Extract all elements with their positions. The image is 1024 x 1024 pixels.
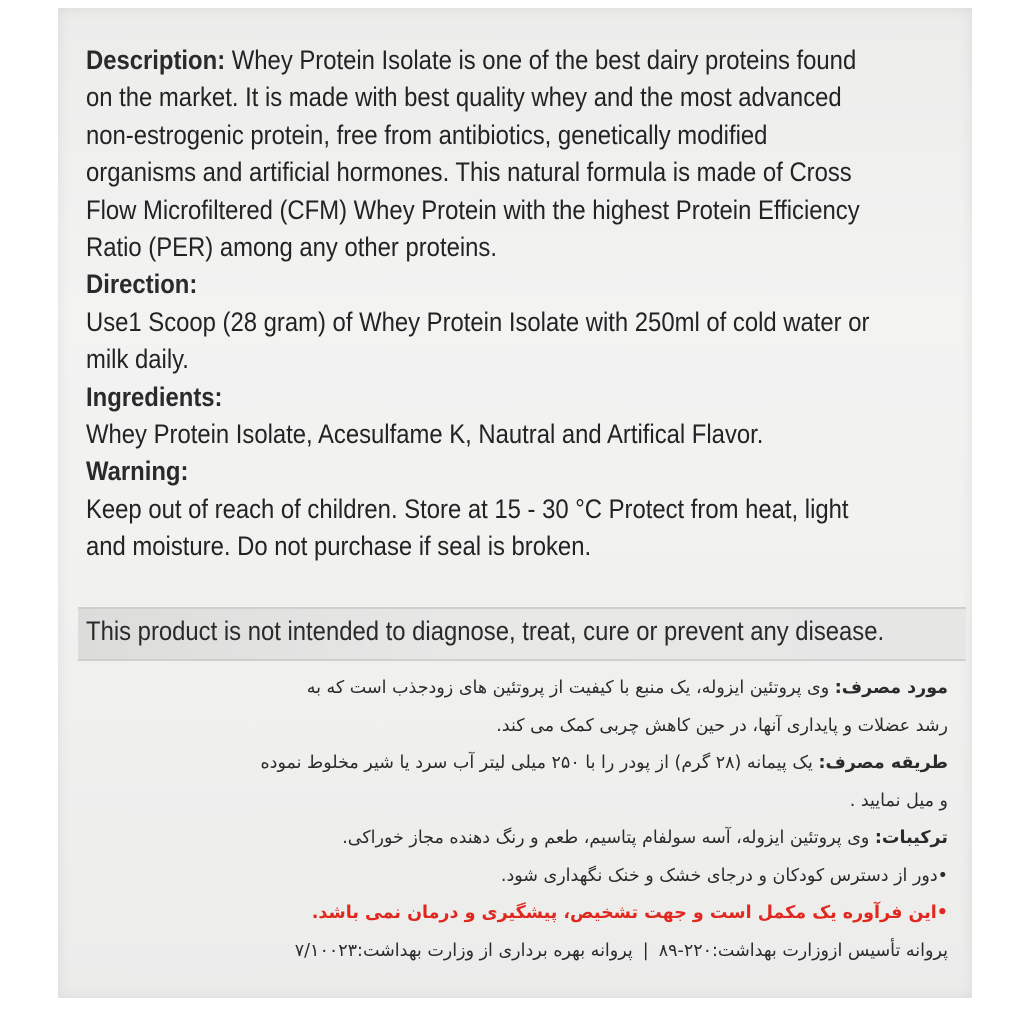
ingredients-heading-line: [86, 379, 878, 416]
persian-ingredients-heading: ترکیبات:: [874, 828, 948, 848]
persian-method-line-1: [48, 745, 948, 783]
persian-usage-line-2: رشد عضلات و پایداری آنها، در حین کاهش چربی کمک می کند.: [496, 715, 948, 736]
persian-license-line: [48, 933, 948, 971]
disclaimer-text: This product is not intended to diagnose, treat, cure or prevent any disease.: [86, 616, 885, 646]
ingredients-text: Whey Protein Isolate, Acesulfame K, Nautral and Artifical Flavor.: [86, 419, 764, 450]
persian-method-line-2: و میل نمایید .: [849, 790, 948, 811]
license-separator: |: [642, 940, 649, 961]
persian-method-text: یک پیمانه (۲۸ گرم) از پودر را با ۲۵۰ میلی لیتر آب سرد یا شیر مخلوط نموده: [260, 753, 819, 773]
persian-usage-text: وی پروتئین ایزوله، یک منبع با کیفیت از پروتئین های زودجذب است که به: [306, 678, 835, 698]
english-text-block: [86, 42, 878, 566]
persian-license-operation: پروانه بهره برداری از وزارت بهداشت:۷/۱۰۰۲۳: [294, 940, 633, 961]
description-text: Whey Protein Isolate is one of the best dairy proteins found on the market. It is made with best quality whey and the most advanced non-estrogenic protein, free from antibiotics, genetically modified organisms and artificial hormones. This natural formula is made of Cross Flow Microfiltered (CFM) Whey Protein with the highest Protein Efficiency Ratio (PER) among any other proteins.: [86, 45, 860, 263]
direction-heading: Direction:: [86, 269, 198, 300]
persian-ingredients-line: [48, 820, 948, 858]
persian-method-heading: طریقه مصرف:: [818, 753, 948, 773]
persian-disclaimer-line: •این فرآوره یک مکمل است و جهت تشخیص، پیشگیری و درمان نمی باشد.: [311, 903, 948, 923]
warning-heading: Warning:: [86, 456, 189, 487]
direction-text: Use1 Scoop (28 gram) of Whey Protein Isolate with 250ml of cold water or milk daily.: [86, 306, 870, 375]
persian-text-block: [48, 670, 948, 970]
persian-usage-line-1: [48, 670, 948, 708]
ingredients-heading: Ingredients:: [86, 381, 223, 412]
description-heading: Description:: [86, 45, 226, 75]
persian-license-establishment: پروانه تأسیس ازوزارت بهداشت:۲۲۰-۸۹: [658, 940, 948, 961]
description-paragraph: [86, 42, 878, 266]
direction-heading-line: [86, 266, 878, 303]
persian-ingredients-text: وی پروتئین ایزوله، آسه سولفام پتاسیم، طعم و رنگ دهنده مجاز خوراکی.: [342, 828, 875, 848]
warning-heading-line: [86, 453, 878, 490]
warning-text: Keep out of reach of children. Store at 15 - 30 °C Protect from heat, light and moisture. Do not purchase if seal is broken.: [86, 493, 849, 562]
persian-usage-heading: مورد مصرف:: [834, 678, 948, 698]
persian-storage-line: •دور از دسترس کودکان و درجای خشک و خنک نگهداری شود.: [500, 865, 948, 886]
